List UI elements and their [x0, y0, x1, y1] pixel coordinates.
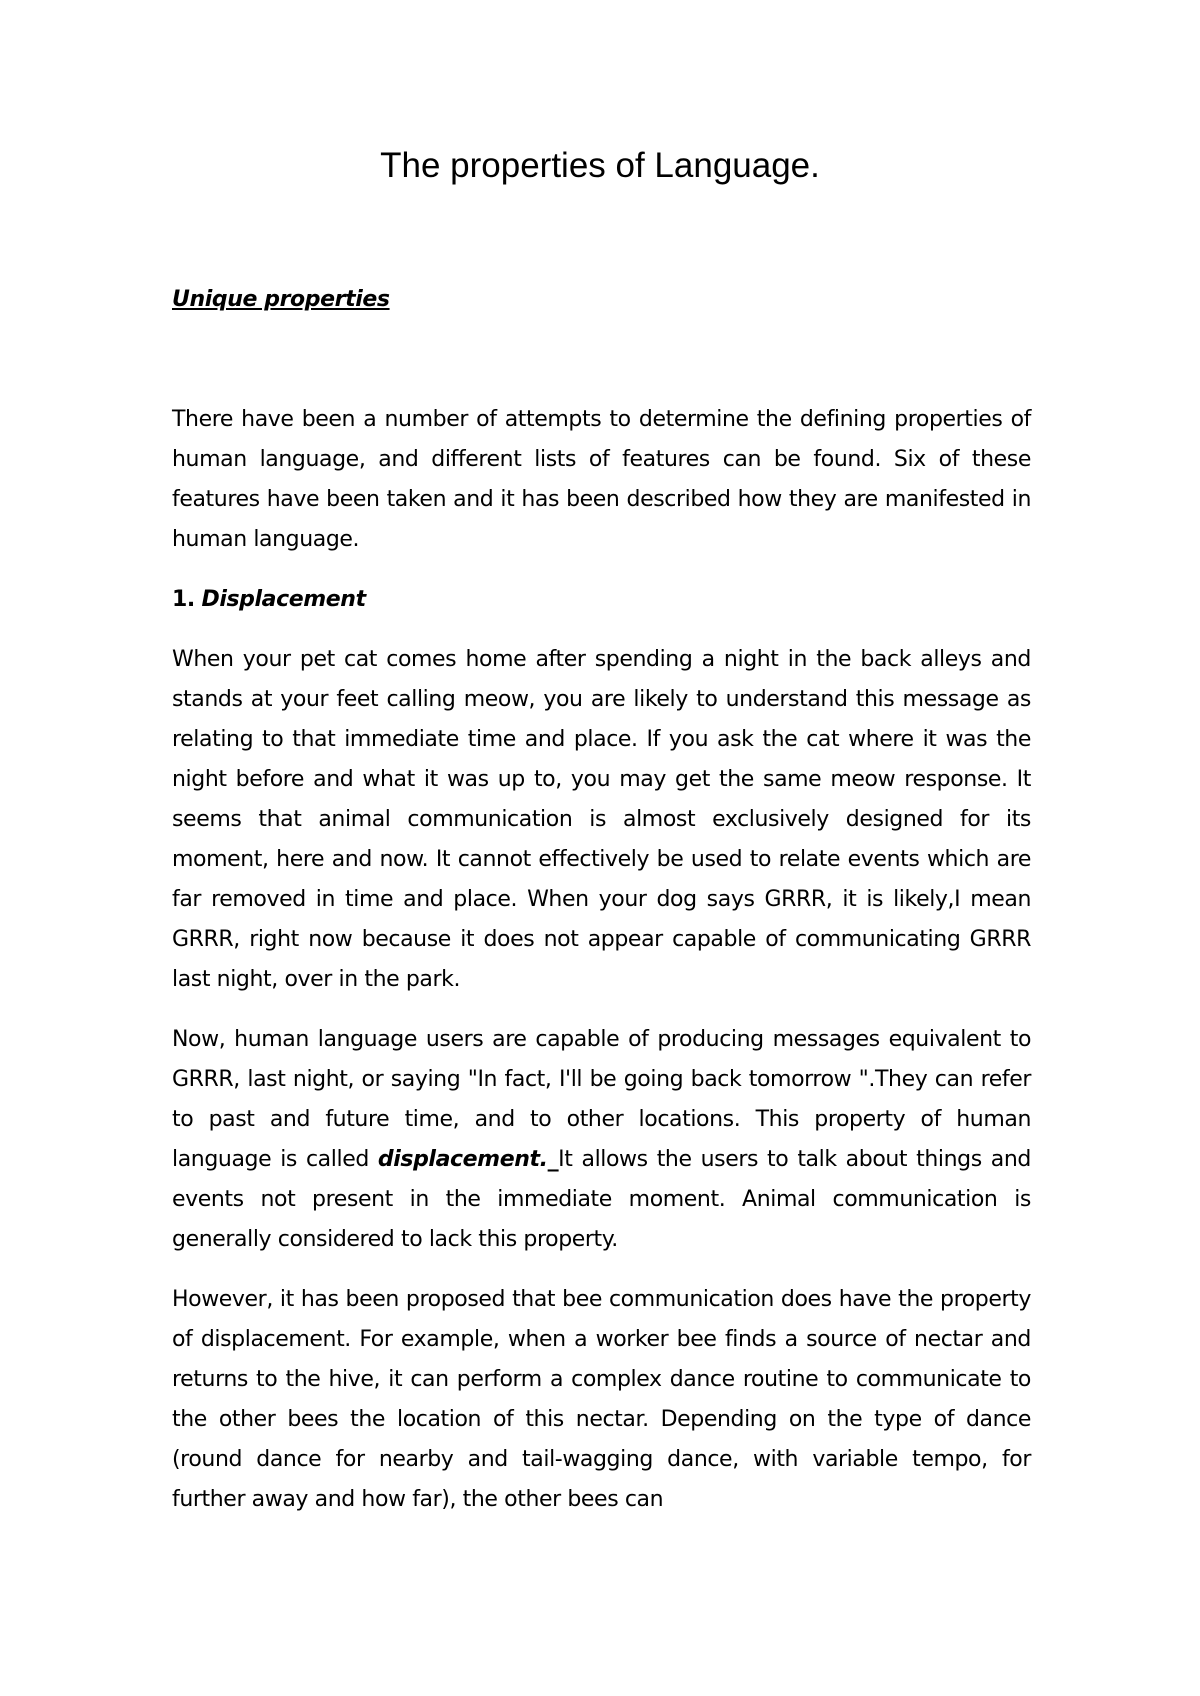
term-displacement: displacement.	[377, 1147, 548, 1172]
paragraph-bee: However, it has been proposed that bee communication does have the property of displacement. For example, when a worker bee finds a source of nectar and returns to the hive, it can perform a complex dance routine to communicate to the other bees the location of this nectar. Depending on the type of dance (round dance for nearby and tail-wagging dance, with variable tempo, for further away and how far), the other bees can	[172, 1287, 1031, 1512]
document-title: The properties of Language.	[380, 146, 820, 185]
paragraph-human-text-after: It allows the users to talk about things and events not present in the immediate moment. Animal communication is generally considered to lack this property.	[172, 1147, 1031, 1252]
paragraph-human-language	[172, 1020, 1031, 1260]
subheading-unique-properties: Unique properties	[172, 287, 390, 312]
section-heading-displacement	[172, 580, 1031, 620]
section-number: 1.	[172, 587, 195, 612]
section-name: Displacement	[201, 587, 366, 612]
paragraph-cat: When your pet cat comes home after spending a night in the back alleys and stands at your feet calling meow, you are likely to understand this message as relating to that immediate time and place. If you ask the cat where it was the night before and what it was up to, you may get the same meow response. It seems that animal communication is almost exclusively designed for its moment, here and now. It cannot effectively be used to relate events which are far removed in time and place. When your dog says GRRR, it is likely,I mean GRRR, right now because it does not appear capable of communicating GRRR last night, over in the park.	[172, 647, 1031, 992]
intro-paragraph: There have been a number of attempts to determine the defining properties of human language, and different lists of features can be found. Six of these features have been taken and it has been described how they are manifested in human language.	[172, 407, 1031, 552]
paragraph-human-text-before: Now, human language users are capable of producing messages equivalent to GRRR, last night, or saying "In fact, I'll be going back tomorrow ".They can refer to past and future time, and to other locations. This property of human language is called	[172, 1027, 1031, 1172]
document-body	[172, 282, 1031, 1520]
term-underscore: _	[547, 1147, 559, 1172]
